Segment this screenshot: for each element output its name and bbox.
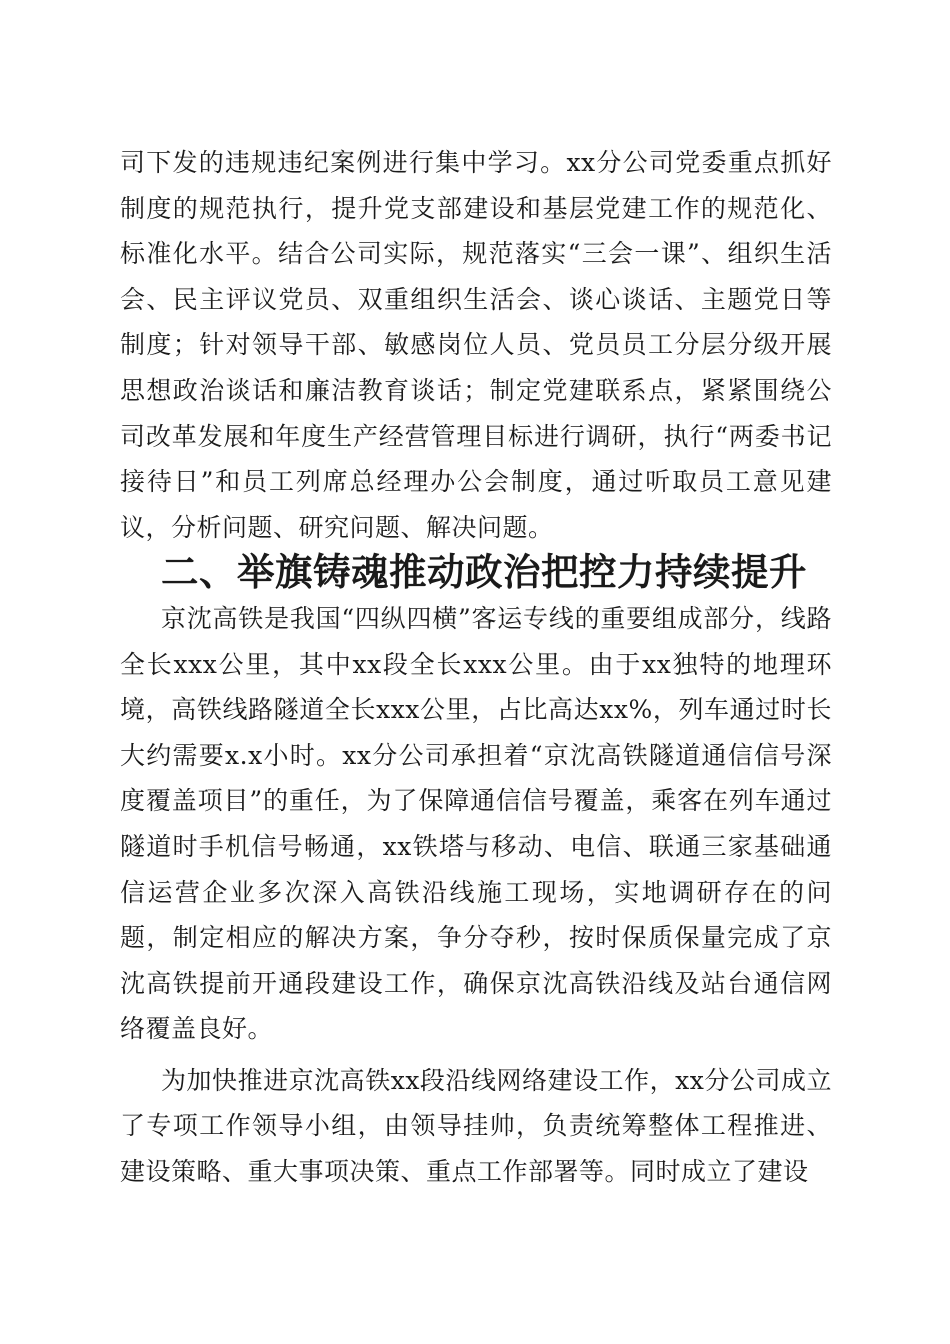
section-paragraph-2: 为加快推进京沈高铁xx段沿线网络建设工作，xx分公司成立了专项工作领导小组，由领导挂帅，负责统筹整体工程推进、建设策略、重大事项决策、重点工作部署等。同时成立了建设 [120, 1065, 832, 1187]
section-paragraph-1: 京沈高铁是我国“四纵四横”客运专线的重要组成部分，线路全长xxx公里，其中xx段全长xxx公里。由于xx独特的地理环境，高铁线路隧道全长xxx公里，占比高达xx%，列车通过时长大约需要x.x小时。xx分公司承担着“京沈高铁隧道通信信号深度覆盖项目”的重任，为了保障通信信号覆盖，乘客在列车通过隧道时手机信号畅通，xx铁塔与移动、电信、联通三家基础通信运营企业多次深入高铁沿线施工现场，实地调研存在的问题，制定相应的解决方案，争分夺秒，按时保质保量完成了京沈高铁提前开通段建设工作，确保京沈高铁沿线及站台通信网络覆盖良好。 [120, 603, 832, 1044]
document-body [120, 140, 832, 1195]
continued-paragraph: 司下发的违规违纪案例进行集中学习。xx分公司党委重点抓好制度的规范执行，提升党支部建设和基层党建工作的规范化、标准化水平。结合公司实际，规范落实“三会一课”、组织生活会、民主评议党员、双重组织生活会、谈心谈话、主题党日等制度；针对领导干部、敏感岗位人员、党员员工分层分级开展思想政治谈话和廉洁教育谈话；制定党建联系点，紧紧围绕公司改革发展和年度生产经营管理目标进行调研，执行“两委书记接待日”和员工列席总经理办公会制度，通过听取员工意见建议，分析问题、研究问题、解决问题。 [120, 148, 832, 542]
section-heading: 二、举旗铸魂推动政治把控力持续提升 [161, 550, 807, 595]
